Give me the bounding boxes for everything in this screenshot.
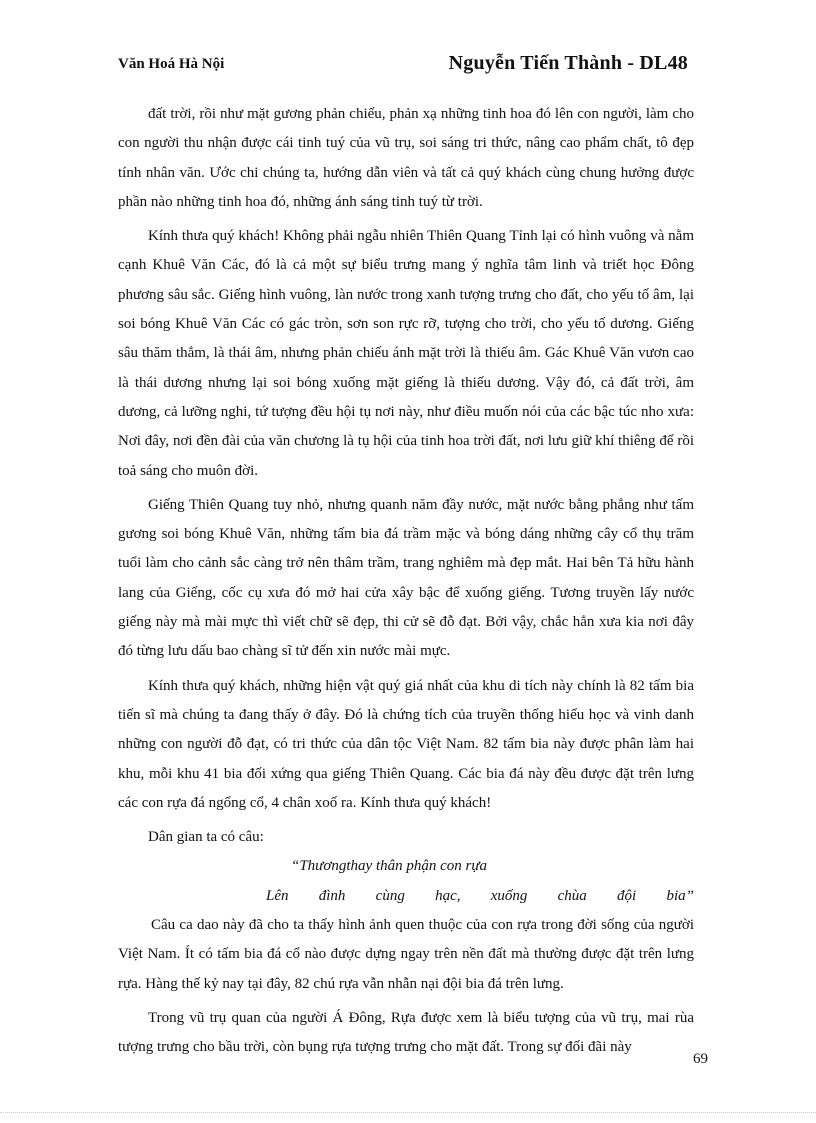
page-header: [118, 52, 698, 82]
header-author-name: Nguyễn Tiến Thành - DL48: [448, 52, 688, 74]
paragraph-5: Dân gian ta có câu:: [148, 829, 264, 846]
page-number: 69: [693, 1051, 708, 1067]
paragraph-1: đất trời, rồi như mặt gương phản chiếu, phản xạ những tinh hoa đó lên con người, làm cho con người thu nhận được cái tinh tuý của vũ trụ, soi sáng tri thức, nâng cao phẩm chất, tô đẹp tính nhân văn. Ước chi chúng ta, hướng dẫn viên và tất cả quý khách cùng chung hưởng được phần nào những tinh hoa đó, những ánh sáng tinh tuý từ trời.: [118, 106, 694, 210]
header-course-title: Văn Hoá Hà Nội: [118, 56, 225, 72]
paragraph-2: Kính thưa quý khách! Không phải ngẫu nhiên Thiên Quang Tỉnh lại có hình vuông và nằm cạnh Khuê Văn Các, đó là cả một sự biểu trưng mang ý nghĩa tâm linh và triết học Đông phương sâu sắc. Giếng hình vuông, làn nước trong xanh tượng trưng cho đất, cho yếu tố âm, lại soi bóng Khuê Văn Các có gác tròn, sơn son rực rỡ, tượng cho trời, cho yếu tố dương. Giếng sâu thăm thẳm, là thái âm, nhưng phản chiếu ánh mặt trời là thiếu âm. Gác Khuê Văn vươn cao là thái dương nhưng lại soi bóng xuống mặt giếng là thiếu dương. Vậy đó, cả đất trời, âm dương, cả lưỡng nghi, tứ tượng đều hội tụ nơi này, như điều muốn nói của các bậc túc nho xưa: Nơi đây, nơi đền đài của văn chương là tụ hội của tinh hoa trời đất, nơi lưu giữ khí thiêng để rồi toả sáng cho muôn đời.: [118, 228, 694, 479]
paragraph-4: Kính thưa quý khách, những hiện vật quý giá nhất của khu di tích này chính là 82 tấm bia tiến sĩ mà chúng ta đang thấy ở đây. Đó là chứng tích của truyền thống hiếu học và vinh danh những con người đỗ đạt, có tri thức của dân tộc Việt Nam. 82 tấm bia này được phân làm hai khu, mỗi khu 41 bia đối xứng qua giếng Thiên Quang. Các bia đá này đều được đặt trên lưng các con rựa đá ngổng cổ, 4 chân xoố ra. Kính thưa quý khách!: [118, 677, 694, 811]
bottom-rule: [0, 1112, 816, 1113]
poem-line-2: Lên đình cùng hạc, xuống chùa đội bia”: [266, 887, 694, 904]
paragraph-6: Câu ca dao này đã cho ta thấy hình ảnh quen thuộc của con rựa trong đời sống của người Việt Nam. Ít có tấm bia đá cổ nào được dựng ngay trên nền đất mà thường được đặt trên lưng rựa. Hàng thế kỷ nay tại đây, 82 chú rựa vẫn nhẫn nại đội bia đá trên lưng.: [118, 917, 694, 992]
poem-line-1: “Thươngthay thân phận con rựa: [291, 858, 488, 875]
paragraph-7: Trong vũ trụ quan của người Á Đông, Rựa được xem là biểu tượng của vũ trụ, mai rùa tượng trưng cho bầu trời, còn bụng rựa tượng trưng cho mặt đất. Trong sự đối đãi này: [118, 1009, 694, 1056]
body-text: [118, 100, 694, 1063]
paragraph-3: Giếng Thiên Quang tuy nhỏ, nhưng quanh năm đầy nước, mặt nước bằng phẳng như tấm gương soi bóng Khuê Văn, những tấm bia đá trầm mặc và bóng dáng những cây cổ thụ trăm tuổi làm cho cảnh sắc càng trở nên thâm trầm, trang nghiêm mà đẹp mắt. Hai bên Tả hữu hành lang của Giếng, cốc cụ xưa đó mở hai cửa xây bậc để xuống giếng. Tương truyền lấy nước giếng này mà mài mực thì viết chữ sẽ đẹp, thi cử sẽ đỗ đạt. Bởi vậy, chắc hẳn xưa kia nơi đây đó từng lưu dấu bao chàng sĩ tử đến xin nước mài mực.: [118, 496, 694, 660]
